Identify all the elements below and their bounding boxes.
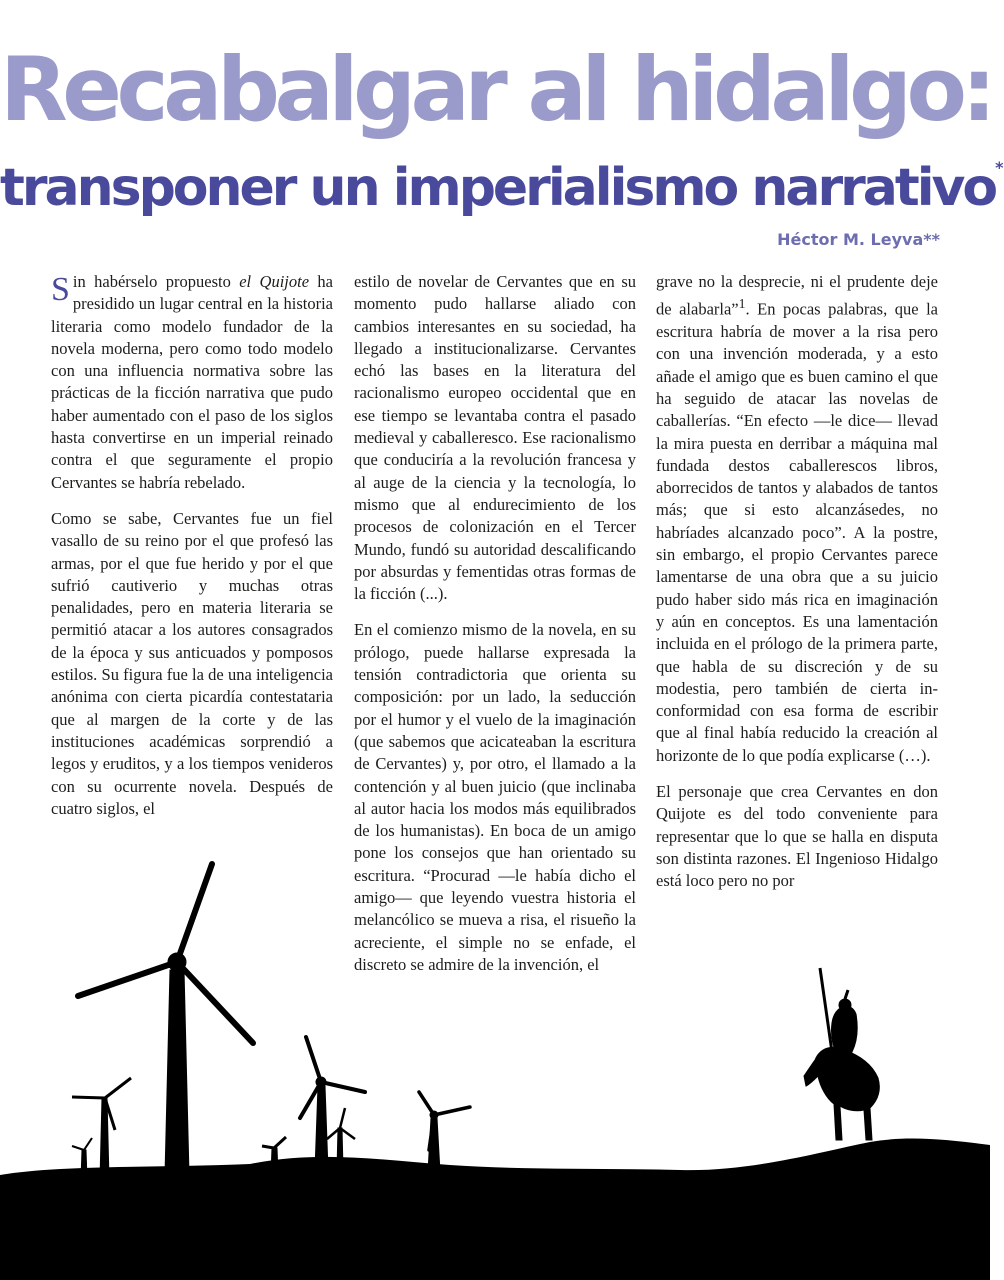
paragraph-4: El personaje que crea Cervantes en don Quijote es del todo conveniente para representar que lo que se halla en disputa son distinta razones. El Ingenioso Hidalgo está loco pero no por	[656, 782, 938, 891]
author-byline: Héctor M. Leyva**	[777, 230, 940, 249]
paragraph-1	[51, 271, 333, 494]
paragraph-2: Como se sabe, Cervantes fue un fiel vasallo de su reino por el que profesó las armas, por el que fue herido y por el que sufrió cautiverio y muchas otras penalidades, pero en materia literaria se permitió atacar a los autores consagrados de la época y sus anticuados y pomposos estilos. Su figura fue la de una inteligencia anónima con cierta picardía contestataria que al margen de la corte y de las instituciones académicas sorprendió a legos y eruditos, y a los tiempos venideros con su ocurrente novela. Después de cuatro siglos, el	[51, 508, 333, 818]
text-column-2	[354, 271, 636, 990]
windmill-center-small	[327, 1108, 355, 1170]
windmill-right	[419, 1092, 470, 1172]
paragraph-3	[354, 619, 636, 976]
windmill-large	[78, 864, 253, 1175]
text-column-1	[51, 271, 333, 834]
windmill-middle-left	[262, 1137, 286, 1175]
windmill-left	[72, 1078, 131, 1180]
don-quixote-rider-silhouette	[804, 968, 879, 1140]
subtitle-footnote-mark: *	[995, 158, 1004, 177]
work-title: el Quijote	[239, 272, 310, 291]
paragraph-2-continued: estilo de novelar de Cervantes que en su momento pudo hallarse aliado con cambios interesantes en su sociedad, ha llegado a institucionalizarse. Cervantes echó las bases en la literatura del racionalismo europeo occidental que en ese tiempo se levantaba contra el pasado medieval y caballeresco. Ese racionalismo que conduciría a la revolución francesa y al auge de la ciencia y la tecnología, lo mismo que al endurecimiento de los procesos de colonización en el Tercer Mundo, fundó su autoridad descalificando por absurdas y fementidas otras formas de la ficción (...).	[354, 272, 636, 604]
article-title: Recabalgar al hidalgo:	[0, 38, 992, 141]
footnote-ref-1: 1	[738, 296, 746, 312]
paragraph-3-continued	[656, 271, 938, 767]
text-column-3	[656, 271, 938, 907]
drop-cap: S	[51, 271, 70, 308]
paragraph-1-body: ha presidido un lugar central en la historia literaria como modelo fundador de la novela moderna, pero como todo modelo con una influencia normativa sobre las prácticas de la ficción narrativa que pudo haber aumentado con el paso de los siglos hasta convertirse en un imperial reinado contra el que seguramente el propio Cervantes se habría rebelado.	[51, 272, 333, 492]
paragraph-1-lead: in habérselo propuesto	[72, 272, 240, 291]
paragraph-3-body: En el comienzo mismo de la novela, en su prólogo, puede hallarse expresada la tensión contradictoria que orienta su composición: por un lado, la seducción por el humor y el vuelo de la imaginación (que sabemos que acicateaban la escritura de Cervantes) y, por otro, el llamado a la contención y al buen juicio (que inclinaba al autor hacia los modos más equilibrados de los humanistas). En boca de un amigo pone los consejos que han orientado su escritura. “Procurad —le había dicho el amigo— que leyendo vuestra historia el melancólico se mueva a risa, el risueño la acreciente, el simple no se enfade, el discreto se admire de la invención, el	[354, 620, 636, 974]
subtitle-text: transponer un imperialismo narrativo	[0, 158, 996, 218]
article-subtitle	[0, 158, 1004, 218]
windmill-small-far	[72, 1138, 92, 1180]
windmill-center	[300, 1037, 365, 1170]
paragraph-3-continued-text: grave no la desprecie, ni el prudente deje de alabarla”	[656, 272, 938, 319]
paragraph-3-rest: . En pocas palabras, que la escritura habría de mover a la risa pero con una invención moderada, y a esto añade el amigo que es buen camino el que ha seguido de atacar las novelas de caballerías. “En efecto —le dice— llevad la mira puesta en derribar a máquina mal fundada destos caballerescos libros, aborrecidos de tantos y alabados de tantos más; que si esto alcanzásedes, no habríades alcanzado poco”. A la postre, sin embargo, el propio Cervantes parece lamentarse de una obra que a su juicio pudo haber sido más rica en imaginación y aún en conceptos. Es una lamentación incluida en el prólogo de la primera parte, que habla de su discreción y de su modestia, pero también de cierta inconformidad con esa forma de escribir que al final había reducido la creación al horizonte de lo que podía explicarse (…).	[656, 299, 938, 765]
ground-silhouette	[0, 1139, 990, 1280]
